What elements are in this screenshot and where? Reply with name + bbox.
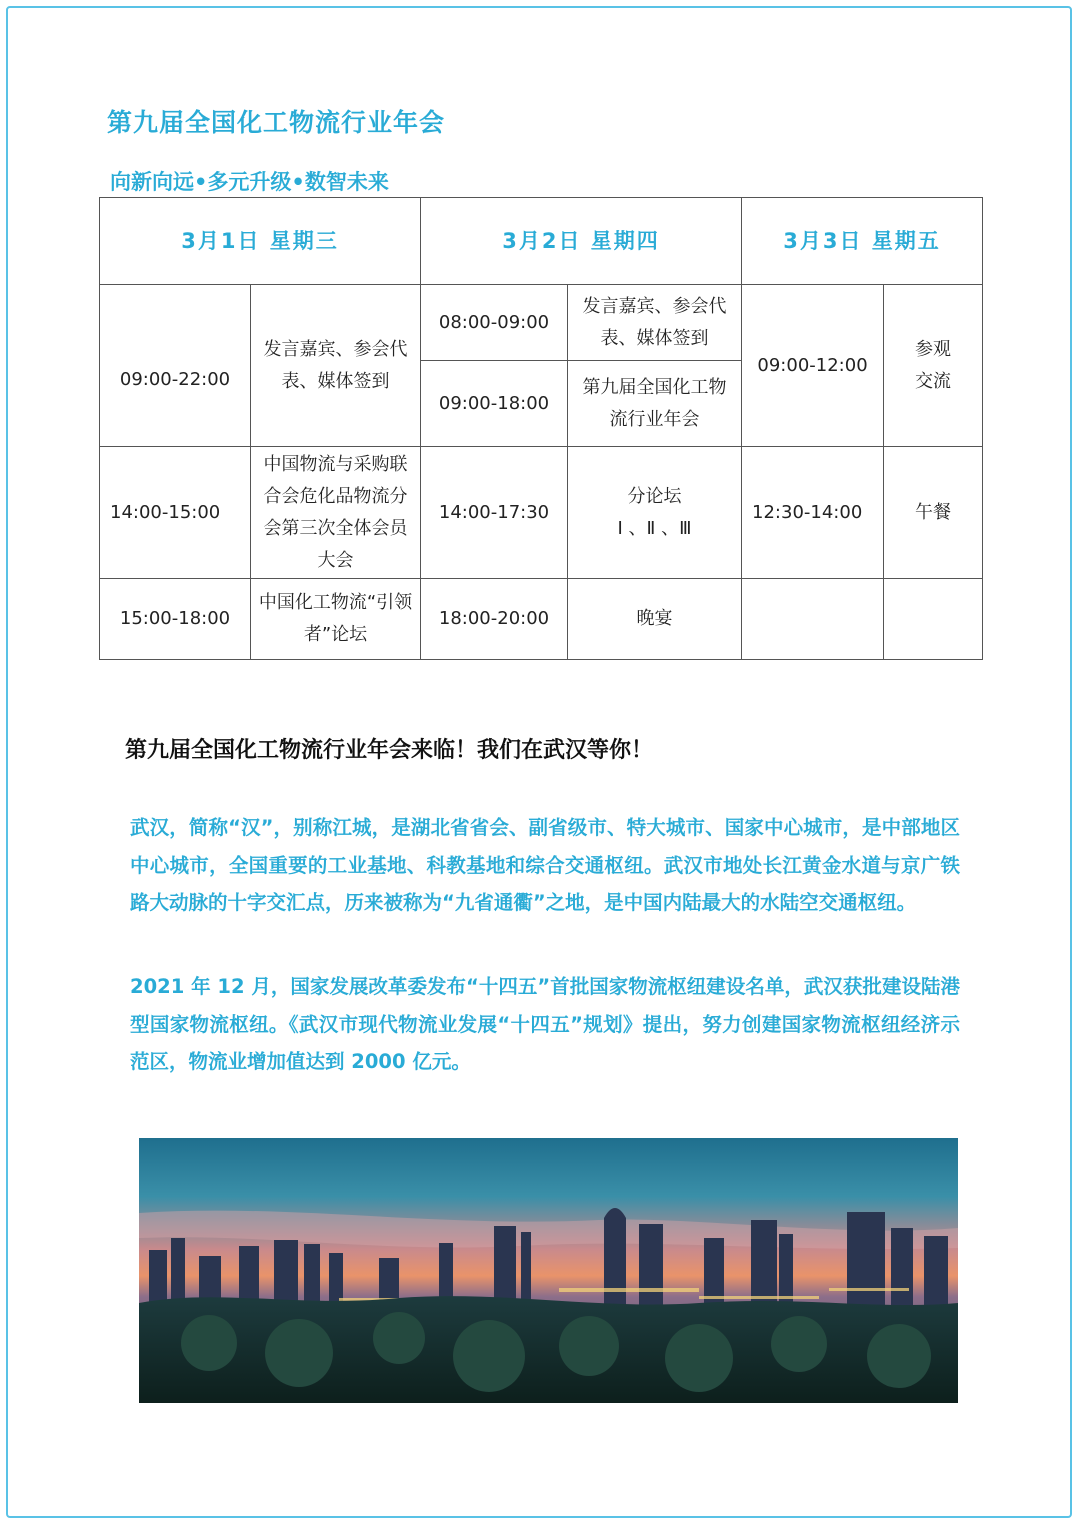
time-cell: 15:00-18:00 [100,579,251,660]
event-cell: 晚宴 [568,579,742,660]
empty-cell [884,579,983,660]
schedule-table [99,197,983,660]
day-header: 3月3日 星期五 [742,198,983,285]
table-row [100,285,983,361]
time-cell: 09:00-22:00 [100,285,251,447]
intro-paragraph: 武汉，简称“汉”，别称江城，是湖北省省会、副省级市、特大城市、国家中心城市，是中部地区中心城市，全国重要的工业基地、科教基地和综合交通枢纽。武汉市地处长江黄金水道与京广铁路大动脉的十字交汇点，历来被称为“九省通衢”之地，是中国内陆最大的水陆空交通枢纽。 [130,816,960,914]
event-cell: 参观交流 [884,285,983,447]
page-subtitle: 向新向远•多元升级•数智未来 [110,170,389,194]
empty-cell [742,579,884,660]
event-cell: 发言嘉宾、参会代表、媒体签到 [568,285,742,361]
event-subtitle: Ⅰ 、Ⅱ 、Ⅲ [617,517,692,539]
logistics-paragraph: 2021 年 12 月，国家发展改革委发布“十四五”首批国家物流枢纽建设名单，武汉获批建设陆港型国家物流枢纽。《武汉市现代物流业发展“十四五”规划》提出，努力创建国家物流枢纽经济示范区，物流业增加值达到 2000 亿元。 [130,975,960,1073]
event-cell: 第九届全国化工物流行业年会 [568,361,742,447]
event-cell: 中国化工物流“引领者”论坛 [251,579,421,660]
event-cell: 发言嘉宾、参会代表、媒体签到 [251,285,421,447]
time-cell: 09:00-18:00 [421,361,568,447]
time-cell: 14:00-15:00 [100,447,251,579]
wuhan-skyline-photo [139,1138,958,1403]
time-cell: 08:00-09:00 [421,285,568,361]
table-row [100,447,983,579]
time-cell: 18:00-20:00 [421,579,568,660]
day-header: 3月1日 星期三 [100,198,421,285]
time-cell: 12:30-14:00 [742,447,884,579]
time-cell: 14:00-17:30 [421,447,568,579]
event-title: 分论坛 [627,485,682,507]
event-cell: 中国物流与采购联合会危化品物流分会第三次全体会员大会 [251,447,421,579]
section-heading: 第九届全国化工物流行业年会来临！我们在武汉等你！ [125,738,654,763]
event-cell: 午餐 [884,447,983,579]
time-cell: 09:00-12:00 [742,285,884,447]
day-header: 3月2日 星期四 [421,198,742,285]
page-title: 第九届全国化工物流行业年会 [107,108,446,137]
table-row [100,579,983,660]
event-cell [568,447,742,579]
schedule-header-row [100,198,983,285]
